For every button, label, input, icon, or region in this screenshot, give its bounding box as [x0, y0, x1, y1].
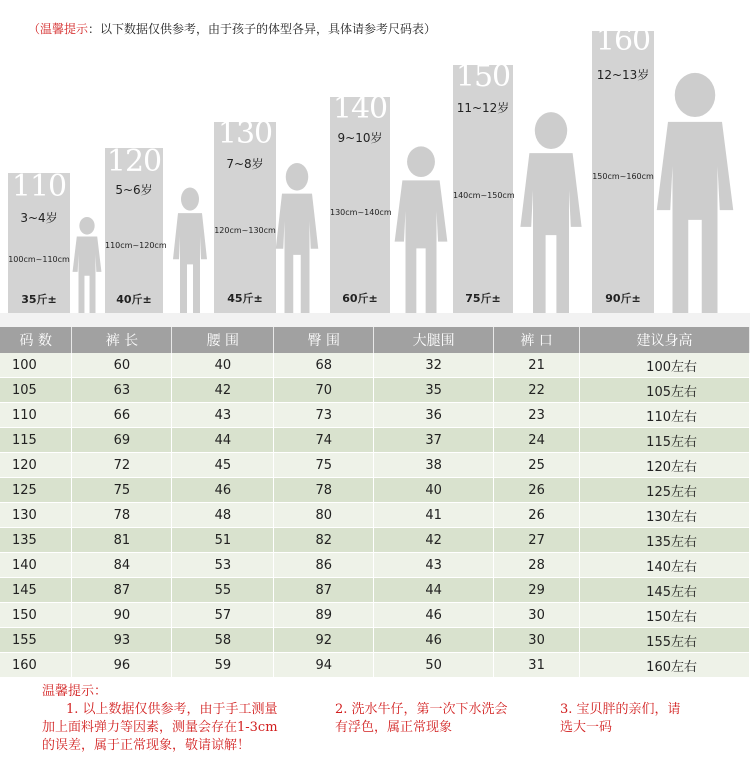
panel-weight: 75斤± [465, 292, 501, 305]
panel-height-number: 150 [455, 59, 511, 94]
table-cell: 115 [0, 428, 72, 453]
panel-weight: 60斤± [342, 292, 378, 305]
table-cell: 55 [172, 578, 274, 603]
table-cell: 46 [374, 603, 494, 628]
table-cell: 90 [72, 603, 172, 628]
table-cell: 42 [172, 378, 274, 403]
table-cell: 50 [374, 653, 494, 678]
panel-age: 9~10岁 [337, 131, 383, 145]
note-3-line-1: 3. 宝贝胖的亲们，请 [560, 702, 681, 717]
table-cell: 80 [274, 503, 374, 528]
table-cell: 145左右 [580, 578, 750, 603]
table-cell: 57 [172, 603, 274, 628]
table-cell: 46 [374, 628, 494, 653]
table-cell: 38 [374, 453, 494, 478]
table-cell: 46 [172, 478, 274, 503]
panel-weight: 90斤± [605, 292, 641, 305]
table-cell: 87 [274, 578, 374, 603]
table-cell: 63 [72, 378, 172, 403]
table-cell: 93 [72, 628, 172, 653]
table-cell: 120 [0, 453, 72, 478]
table-cell: 31 [494, 653, 580, 678]
table-cell: 130左右 [580, 503, 750, 528]
table-cell: 135 [0, 528, 72, 553]
table-cell: 21 [494, 353, 580, 378]
table-cell: 44 [172, 428, 274, 453]
table-cell: 140 [0, 553, 72, 578]
table-cell: 82 [274, 528, 374, 553]
table-row [0, 453, 750, 478]
header-length: 裤 长 [72, 327, 172, 353]
panel-weight: 45斤± [227, 292, 263, 305]
height-panel-130 [214, 116, 276, 313]
table-cell: 32 [374, 353, 494, 378]
table-cell: 73 [274, 403, 374, 428]
panel-height-number: 110 [11, 169, 67, 204]
table-cell: 26 [494, 478, 580, 503]
height-panel-150 [453, 59, 515, 313]
child-silhouette-icon [650, 68, 740, 313]
notes-title: 温馨提示： [42, 684, 108, 699]
table-cell: 78 [274, 478, 374, 503]
note-2-line-2: 有浮色，属正常现象 [335, 720, 453, 735]
table-cell: 100 [0, 353, 72, 378]
table-cell: 87 [72, 578, 172, 603]
table-cell: 68 [274, 353, 374, 378]
child-silhouette-icon [390, 143, 452, 313]
table-cell: 110 [0, 403, 72, 428]
child-silhouette-icon [515, 108, 587, 313]
table-cell: 36 [374, 403, 494, 428]
table-row [0, 553, 750, 578]
panel-height-range: 140cm~150cm [453, 191, 515, 200]
panel-height-range: 110cm~120cm [105, 241, 167, 250]
table-cell: 125 [0, 478, 72, 503]
table-cell: 75 [72, 478, 172, 503]
note-2 [335, 701, 508, 737]
table-cell: 150左右 [580, 603, 750, 628]
table-cell: 69 [72, 428, 172, 453]
table-cell: 155 [0, 628, 72, 653]
height-panel-110 [8, 169, 70, 313]
table-row [0, 653, 750, 678]
height-panel-140 [330, 91, 392, 313]
table-row [0, 478, 750, 503]
table-cell: 105 [0, 378, 72, 403]
header-size: 码 数 [0, 327, 72, 353]
table-row [0, 503, 750, 528]
table-cell: 160 [0, 653, 72, 678]
panel-height-range: 150cm~160cm [592, 172, 654, 181]
panel-height-number: 120 [106, 144, 162, 179]
table-cell: 75 [274, 453, 374, 478]
table-row [0, 403, 750, 428]
note-2-line-1: 2. 洗水牛仔，第一次下水洗会 [335, 702, 508, 717]
height-panel-120 [105, 144, 167, 313]
table-cell: 81 [72, 528, 172, 553]
table-cell: 24 [494, 428, 580, 453]
table-cell: 110左右 [580, 403, 750, 428]
table-cell: 59 [172, 653, 274, 678]
table-cell: 135左右 [580, 528, 750, 553]
header-tip-lead: （温馨提示 [28, 22, 89, 36]
table-cell: 22 [494, 378, 580, 403]
panel-weight: 40斤± [116, 293, 152, 306]
panel-weight: 35斤± [21, 293, 57, 306]
table-cell: 140左右 [580, 553, 750, 578]
table-cell: 25 [494, 453, 580, 478]
header-tip [28, 20, 436, 37]
table-cell: 96 [72, 653, 172, 678]
table-cell: 92 [274, 628, 374, 653]
table-cell: 43 [172, 403, 274, 428]
table-body [0, 353, 750, 678]
table-cell: 53 [172, 553, 274, 578]
table-cell: 130 [0, 503, 72, 528]
size-chart-table [0, 327, 750, 678]
header-thigh: 大腿围 [374, 327, 494, 353]
table-cell: 145 [0, 578, 72, 603]
header-waist: 腰 围 [172, 327, 274, 353]
table-cell: 105左右 [580, 378, 750, 403]
table-row [0, 378, 750, 403]
table-cell: 44 [374, 578, 494, 603]
panel-age: 11~12岁 [456, 101, 510, 115]
table-header-row [0, 327, 750, 353]
panel-age: 12~13岁 [596, 68, 650, 82]
table-cell: 58 [172, 628, 274, 653]
table-cell: 125左右 [580, 478, 750, 503]
table-row [0, 428, 750, 453]
panel-height-range: 120cm~130cm [214, 226, 276, 235]
table-cell: 72 [72, 453, 172, 478]
table-cell: 23 [494, 403, 580, 428]
table-cell: 37 [374, 428, 494, 453]
note-3-line-2: 选大一码 [560, 720, 613, 735]
panel-age: 3~4岁 [20, 211, 58, 225]
header-height: 建议身高 [580, 327, 750, 353]
table-cell: 115左右 [580, 428, 750, 453]
table-cell: 41 [374, 503, 494, 528]
note-3 [560, 701, 681, 737]
floor-strip [0, 313, 750, 327]
child-silhouette-icon [272, 160, 322, 313]
table-cell: 35 [374, 378, 494, 403]
header-hem: 裤 口 [494, 327, 580, 353]
table-cell: 94 [274, 653, 374, 678]
table-cell: 86 [274, 553, 374, 578]
table-cell: 43 [374, 553, 494, 578]
table-row [0, 578, 750, 603]
table-cell: 30 [494, 628, 580, 653]
table-row [0, 353, 750, 378]
table-cell: 40 [172, 353, 274, 378]
panel-height-range: 100cm~110cm [8, 255, 70, 264]
table-cell: 27 [494, 528, 580, 553]
table-cell: 70 [274, 378, 374, 403]
note-1-line-3: 的误差，属于正常现象，敬请谅解！ [42, 738, 251, 753]
child-silhouette-icon [70, 215, 104, 313]
header-tip-text: ：以下数据仅供参考，由于孩子的体型各异，具体请参考尺码表） [88, 22, 437, 36]
panel-age: 5~6岁 [115, 183, 153, 197]
table-cell: 29 [494, 578, 580, 603]
table-row [0, 603, 750, 628]
table-cell: 26 [494, 503, 580, 528]
panel-age: 7~8岁 [226, 157, 264, 171]
table-cell: 66 [72, 403, 172, 428]
panel-height-range: 130cm~140cm [330, 208, 392, 217]
table-cell: 40 [374, 478, 494, 503]
table-row [0, 528, 750, 553]
note-1 [42, 701, 278, 755]
panel-height-number: 160 [595, 23, 651, 58]
panel-height-number: 130 [217, 116, 273, 151]
child-silhouette-icon [170, 185, 210, 313]
table-cell: 155左右 [580, 628, 750, 653]
table-row [0, 628, 750, 653]
table-cell: 120左右 [580, 453, 750, 478]
table-cell: 51 [172, 528, 274, 553]
note-1-line-1: 1. 以上数据仅供参考，由于手工测量 [66, 702, 278, 717]
table-cell: 160左右 [580, 653, 750, 678]
header-hip: 臀 围 [274, 327, 374, 353]
table-cell: 100左右 [580, 353, 750, 378]
note-1-line-2: 加上面料弹力等因素，测量会存在1-3cm [42, 720, 278, 735]
height-panel-160 [592, 23, 654, 313]
table-cell: 74 [274, 428, 374, 453]
table-cell: 78 [72, 503, 172, 528]
table-cell: 45 [172, 453, 274, 478]
panel-height-number: 140 [332, 91, 388, 126]
table-cell: 150 [0, 603, 72, 628]
table-cell: 48 [172, 503, 274, 528]
table-cell: 30 [494, 603, 580, 628]
table-cell: 28 [494, 553, 580, 578]
table-cell: 42 [374, 528, 494, 553]
table-cell: 89 [274, 603, 374, 628]
table-cell: 60 [72, 353, 172, 378]
table-cell: 84 [72, 553, 172, 578]
